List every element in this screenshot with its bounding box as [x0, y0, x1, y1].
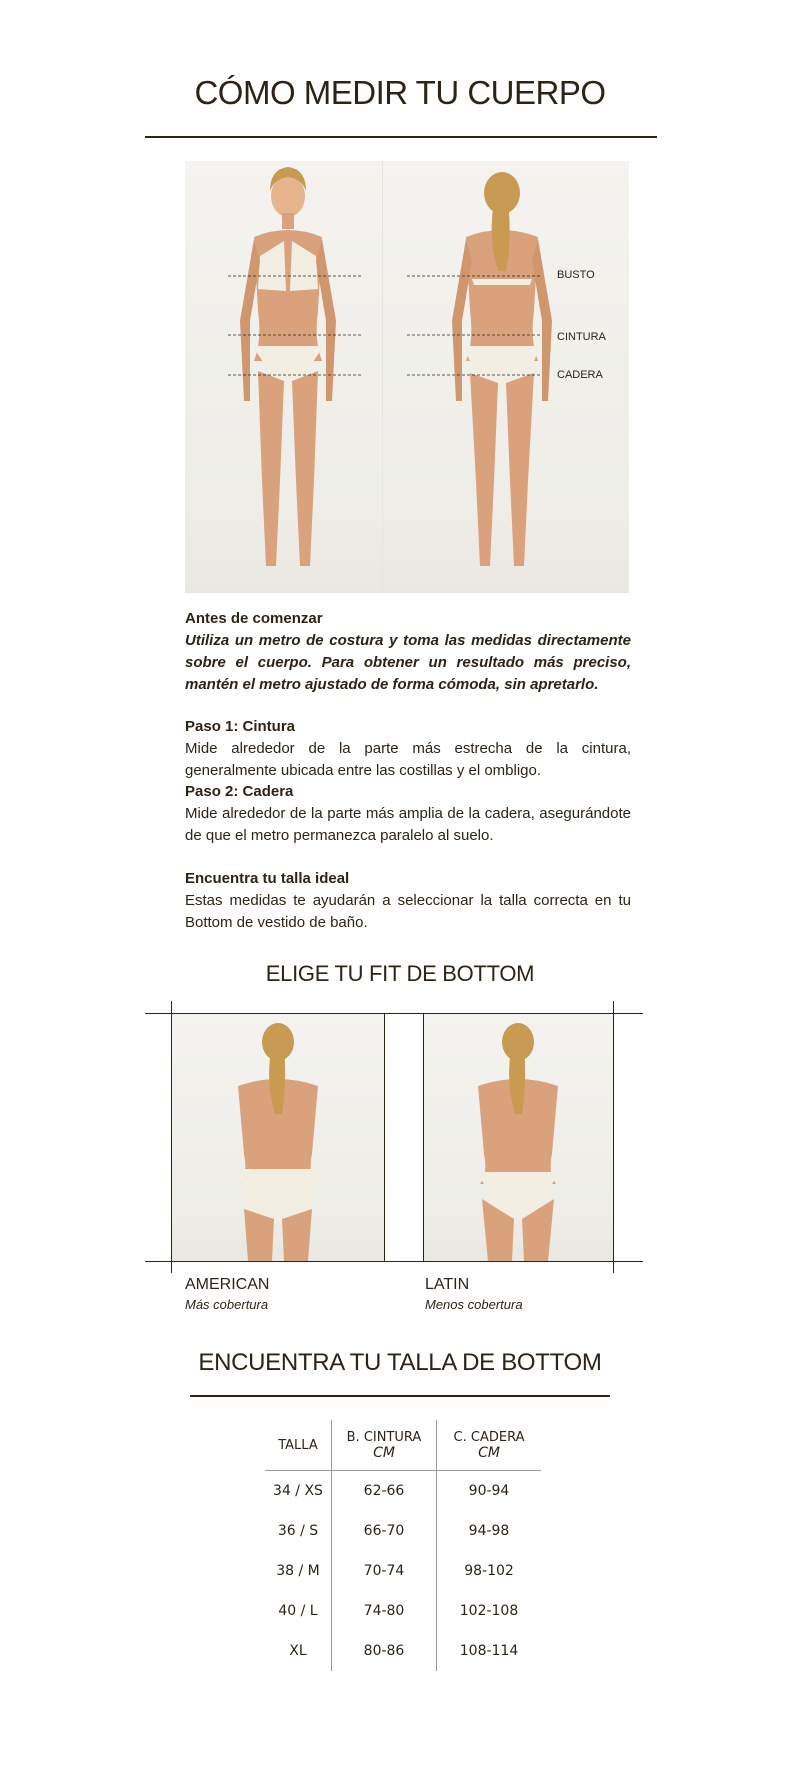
size-cell: 40 / L [278, 1603, 318, 1619]
fit-photo-american [172, 1014, 384, 1261]
latin-fit-illustration [424, 1014, 613, 1261]
american-fit-illustration [172, 1014, 384, 1261]
table-row [265, 1631, 541, 1671]
fit-frame-right [613, 1001, 614, 1273]
size-cell: XL [289, 1643, 307, 1659]
hip-cell: 98-102 [437, 1551, 542, 1591]
header-cintura-label: B. CINTURA [346, 1429, 422, 1445]
fit-frame-bottom [145, 1261, 643, 1262]
fit-title: ELIGE TU FIT DE BOTTOM [265, 961, 535, 986]
ideal-heading: Encuentra tu talla ideal [185, 870, 350, 887]
ideal-body: Estas medidas te ayudarán a seleccionar la talla correcta en tu Bottom de vestido de baño. [185, 892, 631, 931]
fit-american-name: AMERICAN [185, 1276, 270, 1293]
header-cintura [332, 1420, 437, 1471]
page-title: CÓMO MEDIR TU CUERPO [194, 74, 606, 111]
step2-body: Mide alrededor de la parte más amplia de la cadera, asegurándote de que el metro permanezca paralelo al suelo. [185, 805, 631, 844]
fit-latin-name: LATIN [425, 1276, 470, 1293]
step1-heading: Paso 1: Cintura [185, 718, 296, 735]
header-cadera-unit: CM [478, 1444, 500, 1461]
intro-italic-text: Utiliza un metro de costura y toma las medidas directamente sobre el cuerpo. Para obtener un resultado más preciso, mantén el metro ajustado de forma cómoda, sin apretarlo. [185, 632, 631, 693]
header-cadera [437, 1420, 542, 1471]
fit-photo-latin [424, 1014, 613, 1261]
waist-cell: 74-80 [332, 1591, 437, 1631]
hip-cell: 94-98 [437, 1511, 542, 1551]
hip-cell: 102-108 [437, 1591, 542, 1631]
header-talla: TALLA [265, 1420, 332, 1471]
size-cell: 34 / XS [273, 1483, 323, 1499]
intro-heading: Antes de comenzar [185, 610, 323, 627]
waist-cell: 66-70 [332, 1511, 437, 1551]
fit-latin-note: Menos cobertura [425, 1297, 523, 1312]
bust-label: BUSTO [557, 269, 595, 281]
table-row [265, 1511, 541, 1551]
hip-label: CADERA [557, 369, 603, 381]
size-table-divider [190, 1395, 610, 1397]
hip-cell: 90-94 [437, 1471, 542, 1512]
size-table-title: ENCUENTRA TU TALLA DE BOTTOM [198, 1349, 602, 1376]
waist-cell: 80-86 [332, 1631, 437, 1671]
table-row [265, 1591, 541, 1631]
step1-body: Mide alrededor de la parte más estrecha de la cintura, generalmente ubicada entre las costillas y el ombligo. [185, 740, 631, 779]
size-table [265, 1420, 541, 1671]
fit-divider-left [384, 1014, 385, 1261]
measurement-photo [185, 161, 629, 593]
step2-heading: Paso 2: Cadera [185, 783, 294, 800]
size-cell: 38 / M [276, 1563, 320, 1579]
header-cintura-unit: CM [373, 1444, 395, 1461]
waist-cell: 70-74 [332, 1551, 437, 1591]
waist-cell: 62-66 [332, 1471, 437, 1512]
hip-cell: 108-114 [437, 1631, 542, 1671]
title-divider [145, 136, 657, 138]
header-cadera-label: C. CADERA [453, 1429, 525, 1445]
waist-label: CINTURA [557, 331, 606, 343]
table-row [265, 1551, 541, 1591]
table-row [265, 1471, 541, 1512]
fit-american-note: Más cobertura [185, 1297, 269, 1312]
size-cell: 36 / S [277, 1523, 319, 1539]
